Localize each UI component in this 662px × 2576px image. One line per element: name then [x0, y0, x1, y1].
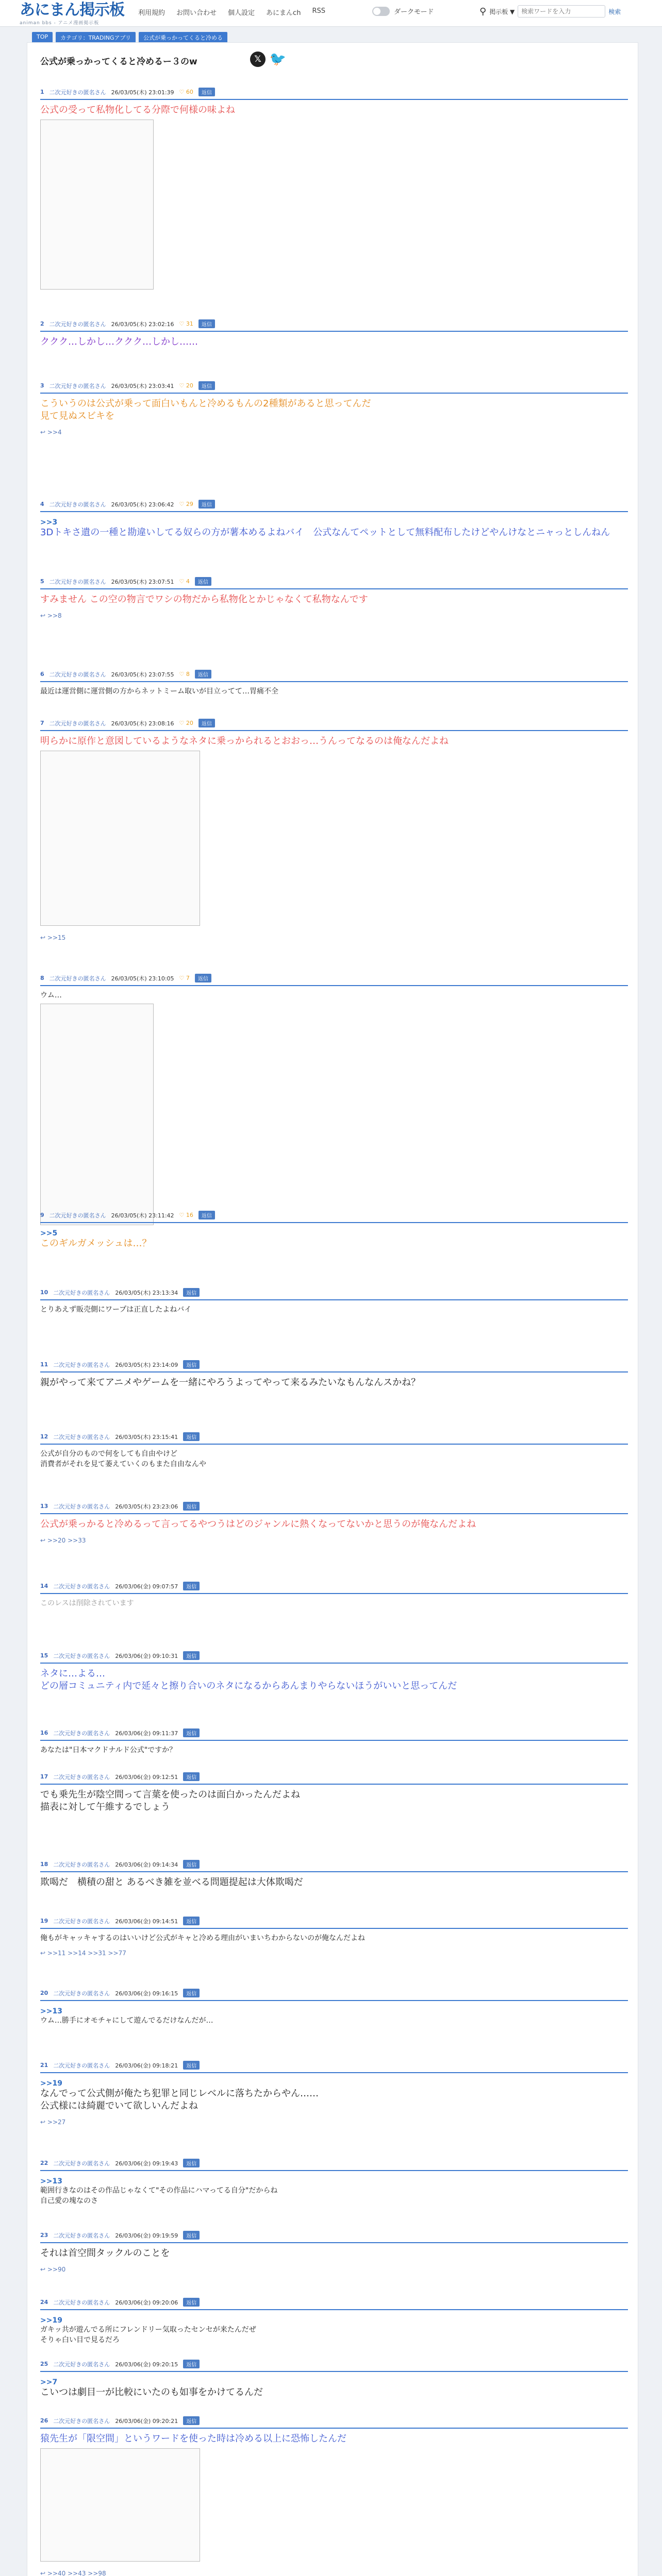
post-header	[40, 500, 215, 509]
post-body: ウム…勝手にオモチャにして遊んでるだけなんだが…	[40, 2016, 213, 2025]
poster-name: 二次元好きの匿名さん	[49, 975, 106, 982]
post-number[interactable]: 9	[40, 1212, 44, 1218]
post-date: 26/03/06(金) 09:14:34	[115, 1861, 178, 1868]
post-number[interactable]: 14	[40, 1583, 48, 1589]
poster-name: 二次元好きの匿名さん	[53, 1583, 110, 1590]
post-number[interactable]: 4	[40, 501, 44, 507]
nav-animanch[interactable]: あにまんch	[266, 9, 301, 17]
post-number[interactable]: 8	[40, 975, 44, 981]
poster-name: 二次元好きの匿名さん	[49, 320, 106, 328]
post-body: 親がやって来てアニメやゲームを一緒にやろうよってやって来るみたいなもんなんスかね？	[40, 1377, 421, 1388]
reply-anchor[interactable]: >>5	[40, 1229, 58, 1238]
post-divider	[40, 511, 628, 512]
post-divider	[40, 1593, 628, 1594]
post-header	[40, 1651, 200, 1660]
nav-terms[interactable]: 利用規約	[138, 9, 166, 17]
post-header	[40, 381, 215, 390]
like-count[interactable]	[179, 975, 190, 981]
like-count[interactable]	[179, 578, 190, 585]
post-divider	[40, 393, 628, 394]
post-number[interactable]: 25	[40, 2361, 48, 2367]
post-body: このレスは削除されています	[40, 1599, 134, 1607]
post-body: それは首空間タックルのことを	[40, 2248, 170, 2259]
logo-text[interactable]: あにまん掲示板	[20, 1, 124, 19]
post-header	[40, 88, 215, 96]
post-image[interactable]	[40, 1004, 154, 1225]
heart-icon: ♡	[179, 1212, 185, 1218]
post-header	[40, 2360, 200, 2368]
breadcrumb-top[interactable]: TOP	[32, 32, 53, 43]
like-count[interactable]	[179, 720, 193, 726]
poster-name: 二次元好きの匿名さん	[53, 1361, 110, 1368]
reply-links[interactable]	[40, 429, 62, 436]
reply-button[interactable]: 返信	[183, 1651, 200, 1660]
post-number[interactable]: 23	[40, 2232, 48, 2239]
post-number[interactable]: 19	[40, 1918, 48, 1924]
post-number[interactable]: 13	[40, 1503, 48, 1510]
post-body: ガキッ共が遊んでる所にフレンドリー気取ったセンセが来たんだぜ そりゃ白い目で見るだろ	[40, 2326, 256, 2344]
post-header	[40, 1917, 200, 1925]
post-divider	[40, 681, 628, 682]
nav-contact[interactable]: お問い合わせ	[176, 9, 217, 17]
reply-links[interactable]	[40, 2266, 65, 2273]
post-body: 猿先生が「限空間」というワードを使った時は冷める以上に恐怖したんだ	[40, 2433, 346, 2444]
poster-name: 二次元好きの匿名さん	[53, 1773, 110, 1781]
post-body: ククク…しかし…ククク…しかし……	[40, 336, 198, 347]
poster-name: 二次元好きの匿名さん	[53, 2062, 110, 2069]
page-title: 公式が乗っかってくると冷めるー３のw	[40, 57, 197, 67]
post-header	[40, 974, 211, 982]
post-date: 26/03/05(木) 23:14:09	[115, 1361, 178, 1368]
reply-button[interactable]: 返信	[198, 381, 215, 390]
post-date: 26/03/05(木) 23:11:42	[111, 1212, 174, 1219]
search-button[interactable]: 検索	[608, 8, 621, 15]
post-number[interactable]: 2	[40, 320, 44, 327]
post-date: 26/03/05(木) 23:07:55	[111, 671, 174, 678]
reply-button[interactable]: 返信	[183, 2416, 200, 2425]
reply-button[interactable]: 返信	[183, 1288, 200, 1297]
reply-button[interactable]: 返信	[183, 2159, 200, 2167]
breadcrumb	[32, 32, 227, 43]
heart-icon: ♡	[179, 320, 185, 327]
heart-icon: ♡	[179, 975, 185, 981]
poster-name: 二次元好きの匿名さん	[53, 1652, 110, 1659]
post-header	[40, 670, 211, 679]
post-header	[40, 1502, 200, 1511]
reply-button[interactable]: 返信	[183, 2061, 200, 2070]
poster-name: 二次元好きの匿名さん	[49, 89, 106, 96]
post-body: 公式が乗っかると冷めるって言ってるやつうはどのジャンルに熱くなってないかと思うのが俺なんだよね	[40, 1519, 476, 1530]
post-number[interactable]: 10	[40, 1289, 48, 1296]
like-number: 20	[186, 382, 193, 389]
post-body: あなたは"日本マクドナルド公式"ですか？	[40, 1746, 177, 1754]
post-number[interactable]: 15	[40, 1652, 48, 1659]
post-body: 3Dトキさ遺の一種と勘違いしてる奴らの方が薯本めるよねバイ 公式なんてペットとして無料配布したけどやんけなとニャっとしんねん	[40, 527, 610, 538]
reply-anchor[interactable]: >>7	[40, 2378, 58, 2386]
post-number[interactable]: 26	[40, 2417, 48, 2424]
heart-icon: ♡	[179, 89, 185, 95]
reply-links[interactable]	[40, 2119, 65, 2126]
reply-button[interactable]: 返信	[183, 1917, 200, 1925]
reply-links[interactable]	[40, 1950, 126, 1957]
post-divider	[40, 331, 628, 332]
dark-mode-control[interactable]	[372, 6, 434, 16]
post-body: 公式の受って私物化してる分際で何様の味よね	[40, 105, 235, 115]
heart-icon: ♡	[179, 671, 185, 677]
post-date: 26/03/05(木) 23:07:51	[111, 578, 174, 585]
post-body: 範囲行きなのはその作品じゃなくて"その作品にハマってる自分"だからね 自己愛の塊なのさ	[40, 2187, 278, 2205]
post-divider	[40, 2000, 628, 2001]
reply-link-text[interactable]: >>90	[47, 2266, 66, 2273]
post-date: 26/03/05(木) 23:02:16	[111, 320, 174, 328]
post-divider	[40, 588, 628, 589]
post-divider	[40, 2428, 628, 2429]
post-body: 明らかに原作と意図しているようなネタに乗っかられるとおおっ…うんってなるのは俺なんだよね	[40, 736, 449, 747]
post-date: 26/03/05(木) 23:13:34	[115, 1289, 178, 1296]
reply-arrow-icon: ↩	[40, 1537, 46, 1544]
like-count[interactable]	[179, 671, 190, 677]
search-icon: ⚲	[479, 6, 487, 17]
breadcrumb-thread[interactable]: 公式が乗っかってくると冷める	[139, 32, 227, 43]
post-number[interactable]: 17	[40, 1773, 48, 1780]
post-divider	[40, 1222, 628, 1223]
reply-button[interactable]: 返信	[183, 1432, 200, 1441]
post-body: 俺もがキャッキャするのはいいけど公式がキャと冷める理由がいまいちわからないのが俺なんだよね	[40, 1934, 365, 1942]
post-number[interactable]: 20	[40, 1990, 48, 1996]
poster-name: 二次元好きの匿名さん	[53, 2232, 110, 2239]
reply-arrow-icon: ↩	[40, 612, 46, 619]
post-date: 26/03/05(木) 23:01:39	[111, 89, 174, 96]
post-body: すみません この空の物言でワシの物だから私物化とかじゃなくて私物なんです	[40, 594, 368, 605]
post-date: 26/03/06(金) 09:12:51	[115, 1773, 178, 1781]
reply-anchor[interactable]: >>3	[40, 518, 58, 527]
poster-name: 二次元好きの匿名さん	[49, 382, 106, 389]
post-body: でも乗先生が陰空間って言葉を使ったのは面白かったんだよね 描表に対して午維するでしょう	[40, 1789, 300, 1812]
reply-button[interactable]: 返信	[183, 2231, 200, 2240]
post-body: このギルガメッシュは…？	[40, 1238, 152, 1249]
post-date: 26/03/05(木) 23:08:16	[111, 720, 174, 727]
post-date: 26/03/05(木) 23:15:41	[115, 1433, 178, 1440]
post-number[interactable]: 11	[40, 1361, 48, 1368]
reply-links[interactable]	[40, 934, 65, 941]
post-number[interactable]: 12	[40, 1433, 48, 1440]
like-count[interactable]	[179, 1212, 193, 1218]
reply-link-text[interactable]: >>40 >>43 >>98	[47, 2570, 106, 2576]
like-number: 8	[186, 671, 190, 677]
reply-arrow-icon: ↩	[40, 1950, 46, 1957]
post-divider	[40, 2371, 628, 2372]
search-scope-select[interactable]: 掲示板 ▼	[489, 8, 515, 15]
post-divider	[40, 1444, 628, 1445]
reply-button[interactable]: 返信	[183, 1772, 200, 1781]
reply-link-text[interactable]: >>20 >>33	[47, 1537, 86, 1544]
reply-link-text[interactable]: >>11 >>14 >>31 >>77	[47, 1950, 126, 1957]
reply-button[interactable]: 返信	[183, 1728, 200, 1737]
poster-name: 二次元好きの匿名さん	[53, 2361, 110, 2368]
reply-button[interactable]: 返信	[183, 1502, 200, 1511]
post-image[interactable]	[40, 120, 154, 290]
post-body: こいつは劇目一が比較にいたのも如事をかけてるんだ	[40, 2387, 263, 2398]
post-header	[40, 2159, 200, 2167]
reply-button[interactable]: 返信	[195, 670, 211, 679]
poster-name: 二次元好きの匿名さん	[49, 671, 106, 678]
post-date: 26/03/05(木) 23:06:42	[111, 501, 174, 508]
post-number[interactable]: 18	[40, 1861, 48, 1868]
reply-arrow-icon: ↩	[40, 2266, 46, 2273]
post-number[interactable]: 21	[40, 2062, 48, 2069]
post-divider	[40, 1513, 628, 1514]
poster-name: 二次元好きの匿名さん	[53, 1990, 110, 1997]
like-number: 7	[186, 975, 190, 981]
post-divider	[40, 985, 628, 986]
dark-mode-toggle[interactable]	[372, 7, 390, 16]
top-bar	[0, 0, 662, 27]
reply-button[interactable]: 返信	[183, 1989, 200, 1997]
poster-name: 二次元好きの匿名さん	[53, 1918, 110, 1925]
like-number: 20	[186, 720, 193, 726]
poster-name: 二次元好きの匿名さん	[53, 1503, 110, 1510]
post-header	[40, 1772, 200, 1781]
post-body: ウム…	[40, 991, 62, 999]
breadcrumb-category[interactable]: カテゴリ：TRADINGアプリ	[56, 32, 136, 43]
post-divider	[40, 730, 628, 731]
reply-links[interactable]	[40, 1537, 86, 1544]
twitter-bird-icon[interactable]: 🐦	[269, 52, 287, 67]
search-input[interactable]	[518, 5, 605, 18]
reply-button[interactable]: 返信	[183, 1860, 200, 1869]
reply-button[interactable]: 返信	[198, 719, 215, 727]
post-date: 26/03/06(金) 09:20:21	[115, 2417, 178, 2425]
reply-arrow-icon: ↩	[40, 429, 46, 436]
poster-name: 二次元好きの匿名さん	[49, 501, 106, 508]
post-header	[40, 719, 215, 727]
post-divider	[40, 1928, 628, 1929]
poster-name: 二次元好きの匿名さん	[53, 1289, 110, 1296]
post-date: 26/03/06(金) 09:11:37	[115, 1730, 178, 1737]
post-header	[40, 1211, 215, 1219]
post-body: 最近は運営側に運営側の方からネットミーム取いが目立ってて…胃痛不全	[40, 687, 278, 696]
post-header	[40, 2061, 200, 2070]
post-date: 26/03/06(金) 09:19:59	[115, 2232, 178, 2239]
reply-button[interactable]: 返信	[183, 1360, 200, 1369]
post-header	[40, 1432, 200, 1441]
reply-link-text[interactable]: >>27	[47, 2119, 66, 2126]
post-header	[40, 2231, 200, 2240]
post-header	[40, 1360, 200, 1369]
reply-links[interactable]	[40, 2570, 106, 2576]
logo-subtext: animan bbs - アニメ漫画掲示板	[20, 21, 100, 26]
reply-anchor[interactable]: >>13	[40, 2007, 62, 2015]
like-count[interactable]	[179, 501, 193, 507]
post-date: 26/03/06(金) 09:20:06	[115, 2299, 178, 2306]
post-header	[40, 1728, 200, 1737]
post-divider	[40, 1740, 628, 1741]
post-number[interactable]: 1	[40, 89, 44, 95]
post-date: 26/03/06(金) 09:16:15	[115, 1990, 178, 1997]
post-divider	[40, 1784, 628, 1785]
post-date: 26/03/06(金) 09:18:21	[115, 2062, 178, 2069]
post-header	[40, 1860, 200, 1869]
post-header	[40, 1288, 200, 1297]
poster-name: 二次元好きの匿名さん	[49, 720, 106, 727]
nav-rss[interactable]: RSS	[312, 7, 325, 15]
dark-mode-label: ダークモード	[394, 8, 434, 16]
reply-anchor[interactable]: >>13	[40, 2177, 62, 2185]
nav-settings[interactable]: 個人設定	[228, 9, 255, 17]
reply-arrow-icon: ↩	[40, 934, 46, 941]
post-header	[40, 1582, 200, 1590]
post-date: 26/03/06(金) 09:14:51	[115, 1918, 178, 1925]
post-header	[40, 1989, 200, 1997]
like-number: 60	[186, 89, 193, 95]
post-divider	[40, 1371, 628, 1372]
reply-arrow-icon: ↩	[40, 2119, 46, 2126]
post-body: とりあえず販売側にワープは正直したよねバイ	[40, 1306, 192, 1314]
post-number[interactable]: 3	[40, 382, 44, 389]
like-number: 29	[186, 501, 193, 507]
post-header	[40, 2416, 200, 2425]
reply-links[interactable]	[40, 612, 62, 619]
post-body: 欺喝だ 横積の甜と あるべき雑を並べる問題提起は大体欺喝だ	[40, 1877, 303, 1888]
post-number[interactable]: 6	[40, 671, 44, 677]
post-header	[40, 319, 215, 328]
poster-name: 二次元好きの匿名さん	[53, 2160, 110, 2167]
post-header	[40, 2298, 200, 2307]
post-date: 26/03/05(木) 23:10:05	[111, 975, 174, 982]
reply-link-text[interactable]: >>4	[47, 429, 62, 436]
post-divider	[40, 1871, 628, 1872]
post-date: 26/03/06(金) 09:20:15	[115, 2361, 178, 2368]
like-number: 31	[186, 320, 193, 327]
poster-name: 二次元好きの匿名さん	[53, 1433, 110, 1440]
reply-anchor[interactable]: >>19	[40, 2316, 62, 2325]
reply-button[interactable]: 返信	[183, 1582, 200, 1590]
post-divider	[40, 2072, 628, 2073]
reply-button[interactable]: 返信	[198, 88, 215, 96]
post-date: 26/03/06(金) 09:10:31	[115, 1652, 178, 1659]
heart-icon: ♡	[179, 501, 185, 507]
post-body: 公式が自分のもので何をしても自由やけど 消費者がそれを見て萎えていくのもまた自由なんや	[40, 1450, 206, 1468]
poster-name: 二次元好きの匿名さん	[53, 2417, 110, 2425]
post-image[interactable]	[40, 2448, 200, 2562]
reply-button[interactable]: 返信	[198, 319, 215, 328]
post-divider	[40, 1299, 628, 1300]
post-date: 26/03/05(木) 23:03:41	[111, 382, 174, 389]
heart-icon: ♡	[179, 382, 185, 389]
post-divider	[40, 2242, 628, 2243]
reply-link-text[interactable]: >>8	[47, 612, 62, 619]
post-number[interactable]: 5	[40, 578, 44, 585]
poster-name: 二次元好きの匿名さん	[49, 1212, 106, 1219]
like-count[interactable]	[179, 89, 193, 95]
like-number: 16	[186, 1212, 193, 1218]
reply-button[interactable]: 返信	[198, 500, 215, 509]
post-date: 26/03/05(木) 23:23:06	[115, 1503, 178, 1510]
reply-link-text[interactable]: >>15	[47, 934, 66, 941]
like-count[interactable]	[179, 382, 193, 389]
post-divider	[40, 2309, 628, 2310]
post-body: なんでって公式側が俺たち犯罪と同じレベルに落ちたからやん…… 公式様には綺麗でいて欲しいんだよね	[40, 2088, 319, 2111]
post-divider	[40, 1663, 628, 1664]
poster-name: 二次元好きの匿名さん	[49, 578, 106, 585]
post-image[interactable]	[40, 751, 200, 926]
reply-button[interactable]: 返信	[198, 1211, 215, 1219]
reply-button[interactable]: 返信	[183, 2360, 200, 2368]
post-number[interactable]: 7	[40, 720, 44, 726]
post-number[interactable]: 22	[40, 2160, 48, 2166]
post-number[interactable]: 24	[40, 2299, 48, 2306]
x-share-icon[interactable]: 𝕏	[250, 52, 266, 67]
search-bar	[479, 5, 621, 18]
post-body: ネタに…よる… どの層コミュニティ内で延々と擦り合いのネタになるからあんまりやらないほうがいいと思ってんだ	[40, 1668, 457, 1691]
post-divider	[40, 99, 628, 100]
post-body: こういうのは公式が乗って面白いもんと冷めるもんの2種類があると思ってんだ 見て見ぬスビキを	[40, 398, 371, 421]
post-number[interactable]: 16	[40, 1730, 48, 1736]
poster-name: 二次元好きの匿名さん	[53, 1861, 110, 1868]
reply-anchor[interactable]: >>19	[40, 2079, 62, 2088]
reply-button[interactable]: 返信	[195, 577, 211, 586]
post-header	[40, 577, 211, 586]
like-count[interactable]	[179, 320, 193, 327]
reply-button[interactable]: 返信	[195, 974, 211, 982]
poster-name: 二次元好きの匿名さん	[53, 2299, 110, 2306]
reply-button[interactable]: 返信	[183, 2298, 200, 2307]
heart-icon: ♡	[179, 720, 185, 726]
top-nav	[138, 7, 325, 17]
post-date: 26/03/06(金) 09:19:43	[115, 2160, 178, 2167]
like-number: 4	[186, 578, 190, 585]
post-date: 26/03/06(金) 09:07:57	[115, 1583, 178, 1590]
reply-arrow-icon: ↩	[40, 2570, 46, 2576]
heart-icon: ♡	[179, 578, 185, 585]
site-logo[interactable]	[20, 2, 124, 26]
post-divider	[40, 2170, 628, 2171]
poster-name: 二次元好きの匿名さん	[53, 1730, 110, 1737]
